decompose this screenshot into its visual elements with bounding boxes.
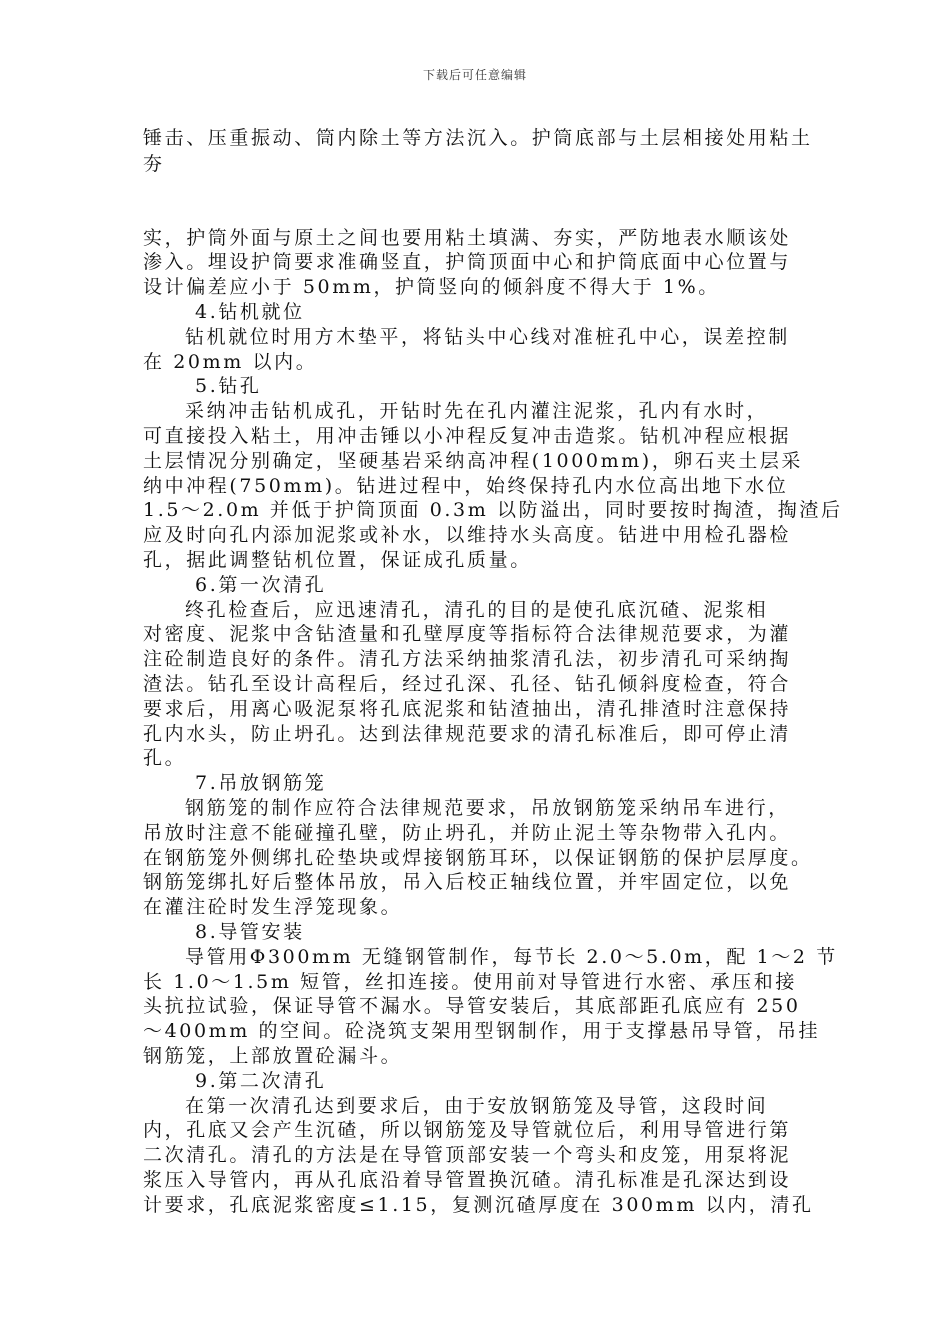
text-line: 计要求，孔底泥浆密度≤1.15，复测沉碴厚度在 300mm 以内，清孔 xyxy=(143,1194,814,1216)
text-line: 要求后，用离心吸泥泵将孔底泥浆和钻渣抽出，清孔排渣时注意保持 xyxy=(143,698,792,720)
text-line: 在 20mm 以内。 xyxy=(143,351,318,373)
text-line: 锤击、压重振动、筒内除土等方法沉入。护筒底部与土层相接处用粘土 xyxy=(143,127,813,149)
text-line: 孔，据此调整钻机位置，保证成孔质量。 xyxy=(143,549,532,571)
section-heading: 8.导管安装 xyxy=(195,921,305,943)
text-line: 1.5～2.0m 并低于护筒顶面 0.3m 以防溢出，同时要按时掏渣，掏渣后 xyxy=(143,499,843,521)
text-line: 采纳冲击钻机成孔，开钻时先在孔内灌注泥浆，孔内有水时， xyxy=(185,400,769,422)
text-line: 渗入。埋设护筒要求准确竖直，护筒顶面中心和护筒底面中心位置与 xyxy=(143,251,792,273)
text-line: 钢筋笼，上部放置砼漏斗。 xyxy=(143,1045,403,1067)
text-line: 设计偏差应小于 50mm，护筒竖向的倾斜度不得大于 1%。 xyxy=(143,276,720,298)
text-line: 钻机就位时用方木垫平，将钻头中心线对准桩孔中心，误差控制 xyxy=(185,326,790,348)
text-line: 终孔检查后，应迅速清孔，清孔的目的是使孔底沉碴、泥浆相 xyxy=(185,599,769,621)
section-heading: 5.钻孔 xyxy=(195,375,262,397)
text-line: 吊放时注意不能碰撞孔壁，防止坍孔，并防止泥土等杂物带入孔内。 xyxy=(143,822,792,844)
text-line: 导管用Φ300mm 无缝钢管制作，每节长 2.0～5.0m，配 1～2 节 xyxy=(185,946,838,968)
text-line: 在钢筋笼外侧绑扎砼垫块或焊接钢筋耳环，以保证钢筋的保护层厚度。 xyxy=(143,847,813,869)
text-line: 钢筋笼的制作应符合法律规范要求，吊放钢筋笼采纳吊车进行， xyxy=(185,797,790,819)
section-heading: 7.吊放钢筋笼 xyxy=(195,772,327,794)
text-line: 内，孔底又会产生沉碴，所以钢筋笼及导管就位后，利用导管进行第 xyxy=(143,1119,792,1141)
text-line: 在第一次清孔达到要求后，由于安放钢筋笼及导管，这段时间 xyxy=(185,1095,769,1117)
text-line: 浆压入导管内，再从孔底沿着导管置换沉碴。清孔标准是孔深达到设 xyxy=(143,1169,792,1191)
page-header-note: 下载后可任意编辑 xyxy=(422,68,527,82)
text-line: 注砼制造良好的条件。清孔方法采纳抽浆清孔法，初步清孔可采纳掏 xyxy=(143,648,792,670)
text-line: 对密度、泥浆中含钻渣量和孔壁厚度等指标符合法律规范要求，为灌 xyxy=(143,623,792,645)
text-line: 头抗拉试验，保证导管不漏水。导管安装后，其底部距孔底应有 250 xyxy=(143,995,801,1017)
text-line: 长 1.0～1.5m 短管，丝扣连接。使用前对导管进行水密、承压和接 xyxy=(143,971,797,993)
text-line: ～400mm 的空间。砼浇筑支架用型钢制作，用于支撑悬吊导管，吊挂 xyxy=(143,1020,821,1042)
text-line: 土层情况分别确定，坚硬基岩采纳高冲程(1000mm)，卵石夹土层采 xyxy=(143,450,804,472)
section-heading: 9.第二次清孔 xyxy=(195,1070,327,1092)
text-line: 渣法。钻孔至设计高程后，经过孔深、孔径、钻孔倾斜度检查，符合 xyxy=(143,673,792,695)
section-heading: 4.钻机就位 xyxy=(195,301,305,323)
text-line: 实，护筒外面与原土之间也要用粘土填满、夯实，严防地表水顺该处 xyxy=(143,227,792,249)
text-line: 孔内水头，防止坍孔。达到法律规范要求的清孔标准后，即可停止清 xyxy=(143,723,792,745)
text-line: 纳中冲程(750mm)。钻进过程中，始终保持孔内水位高出地下水位 xyxy=(143,475,789,497)
text-line: 可直接投入粘土，用冲击锤以小冲程反复冲击造浆。钻机冲程应根据 xyxy=(143,425,792,447)
text-line: 夯 xyxy=(143,153,165,175)
text-line: 钢筋笼绑扎好后整体吊放，吊入后校正轴线位置，并牢固定位，以免 xyxy=(143,871,792,893)
section-heading: 6.第一次清孔 xyxy=(195,574,327,596)
text-line: 孔。 xyxy=(143,747,187,769)
text-line: 二次清孔。清孔的方法是在导管顶部安装一个弯头和皮笼，用泵将泥 xyxy=(143,1144,792,1166)
text-line: 应及时向孔内添加泥浆或补水，以维持水头高度。钻进中用检孔器检 xyxy=(143,524,792,546)
text-line: 在灌注砼时发生浮笼现象。 xyxy=(143,896,403,918)
